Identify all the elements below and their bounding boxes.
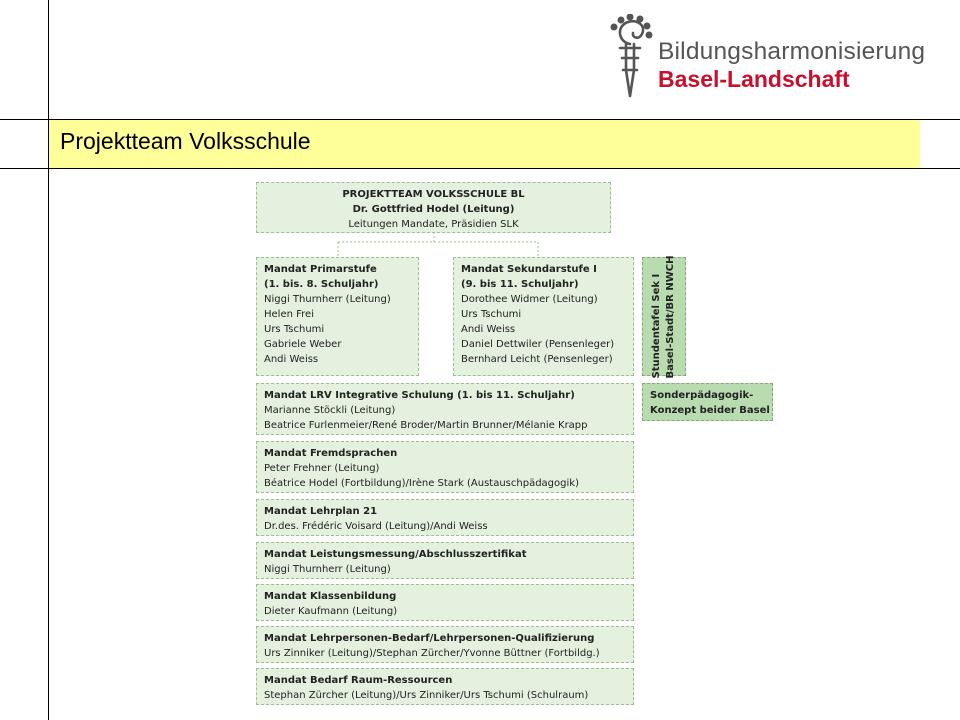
lehrpersonen-title: Mandat Lehrpersonen-Bedarf/Lehrpersonen-Qualifizierung [264, 633, 595, 644]
raum-title: Mandat Bedarf Raum-Ressourcen [264, 675, 453, 686]
klassen-members: Dieter Kaufmann (Leitung) [264, 606, 398, 617]
stundentafel-line: Basel-Stadt/BR NWCH [665, 255, 676, 378]
lrv-lead: Marianne Stöckli (Leitung) [264, 405, 396, 416]
title-bottom-rule [0, 168, 960, 169]
sekundar-member: Daniel Dettwiler (Pensenleger) [461, 339, 615, 350]
sekundar-member: Urs Tschumi [461, 309, 522, 320]
stundentafel-line: Stundentafel Sek I [651, 273, 662, 378]
mandat-leistungsmessung-box [256, 542, 634, 579]
lrv-title: Mandat LRV Integrative Schulung (1. bis 11. Schuljahr) [264, 390, 575, 401]
root-title: PROJEKTTEAM VOLKSSCHULE BL [342, 189, 525, 200]
fremd-title: Mandat Fremdsprachen [264, 448, 398, 459]
raum-members: Stephan Zürcher (Leitung)/Urs Zinniker/Urs Tschumi (Schulraum) [264, 690, 589, 701]
fremd-members: Béatrice Hodel (Fortbildung)/Irène Stark (Austauschpädagogik) [264, 478, 579, 489]
sekundar-member: Bernhard Leicht (Pensenleger) [461, 354, 613, 365]
primar-range: (1. bis. 8. Schuljahr) [264, 279, 379, 290]
root-lead: Dr. Gottfried Hodel (Leitung) [352, 204, 515, 215]
title-bar [49, 120, 920, 168]
lehrpersonen-members: Urs Zinniker (Leitung)/Stephan Zürcher/Yvonne Büttner (Fortbildg.) [264, 648, 600, 659]
sekundar-range: (9. bis 11. Schuljahr) [461, 279, 579, 290]
leistung-members: Niggi Thurnherr (Leitung) [264, 564, 391, 575]
stundentafel-box [642, 257, 686, 376]
fremd-lead: Peter Frehner (Leitung) [264, 463, 380, 474]
logo-text-basel-landschaft: Basel-Landschaft [658, 66, 850, 92]
org-connector-lines [330, 232, 570, 258]
mandat-fremdsprachen-box [256, 441, 634, 493]
projektteam-root-box [256, 182, 611, 233]
page-title: Projektteam Volksschule [60, 128, 311, 154]
sonder-line: Konzept beider Basel [650, 405, 770, 416]
primar-member: Helen Frei [264, 309, 314, 320]
primar-member: Andi Weiss [264, 354, 319, 365]
sekundar-member: Dorothee Widmer (Leitung) [461, 294, 598, 305]
sekundar-member: Andi Weiss [461, 324, 516, 335]
mandat-lehrplan-box [256, 499, 634, 536]
sonder-line: Sonderpädagogik- [650, 390, 754, 401]
mandat-lehrpersonen-box [256, 626, 634, 663]
leistung-title: Mandat Leistungsmessung/Abschlusszertifikat [264, 549, 527, 560]
lehrplan-title: Mandat Lehrplan 21 [264, 506, 378, 517]
mandat-klassenbildung-box [256, 584, 634, 621]
mandat-sekundarstufe-box [453, 257, 634, 376]
primar-title: Mandat Primarstufe [264, 264, 377, 275]
primar-member: Gabriele Weber [264, 339, 342, 350]
left-vertical-rule [48, 0, 49, 720]
lrv-members: Beatrice Furlenmeier/René Broder/Martin Brunner/Mélanie Krapp [264, 420, 588, 431]
mandat-raum-box [256, 668, 634, 705]
logo-text-bildungsharmonisierung: Bildungsharmonisierung [658, 38, 926, 65]
primar-member: Niggi Thurnherr (Leitung) [264, 294, 391, 305]
sonderpaedagogik-box [642, 383, 773, 421]
mandat-primarstufe-box [256, 257, 419, 376]
lehrplan-members: Dr.des. Frédéric Voisard (Leitung)/Andi Weiss [264, 521, 488, 532]
klassen-title: Mandat Klassenbildung [264, 591, 397, 602]
sekundar-title: Mandat Sekundarstufe I [461, 264, 597, 275]
root-members: Leitungen Mandate, Präsidien SLK [348, 219, 519, 230]
mandat-lrv-box [256, 383, 634, 435]
primar-member: Urs Tschumi [264, 324, 325, 335]
